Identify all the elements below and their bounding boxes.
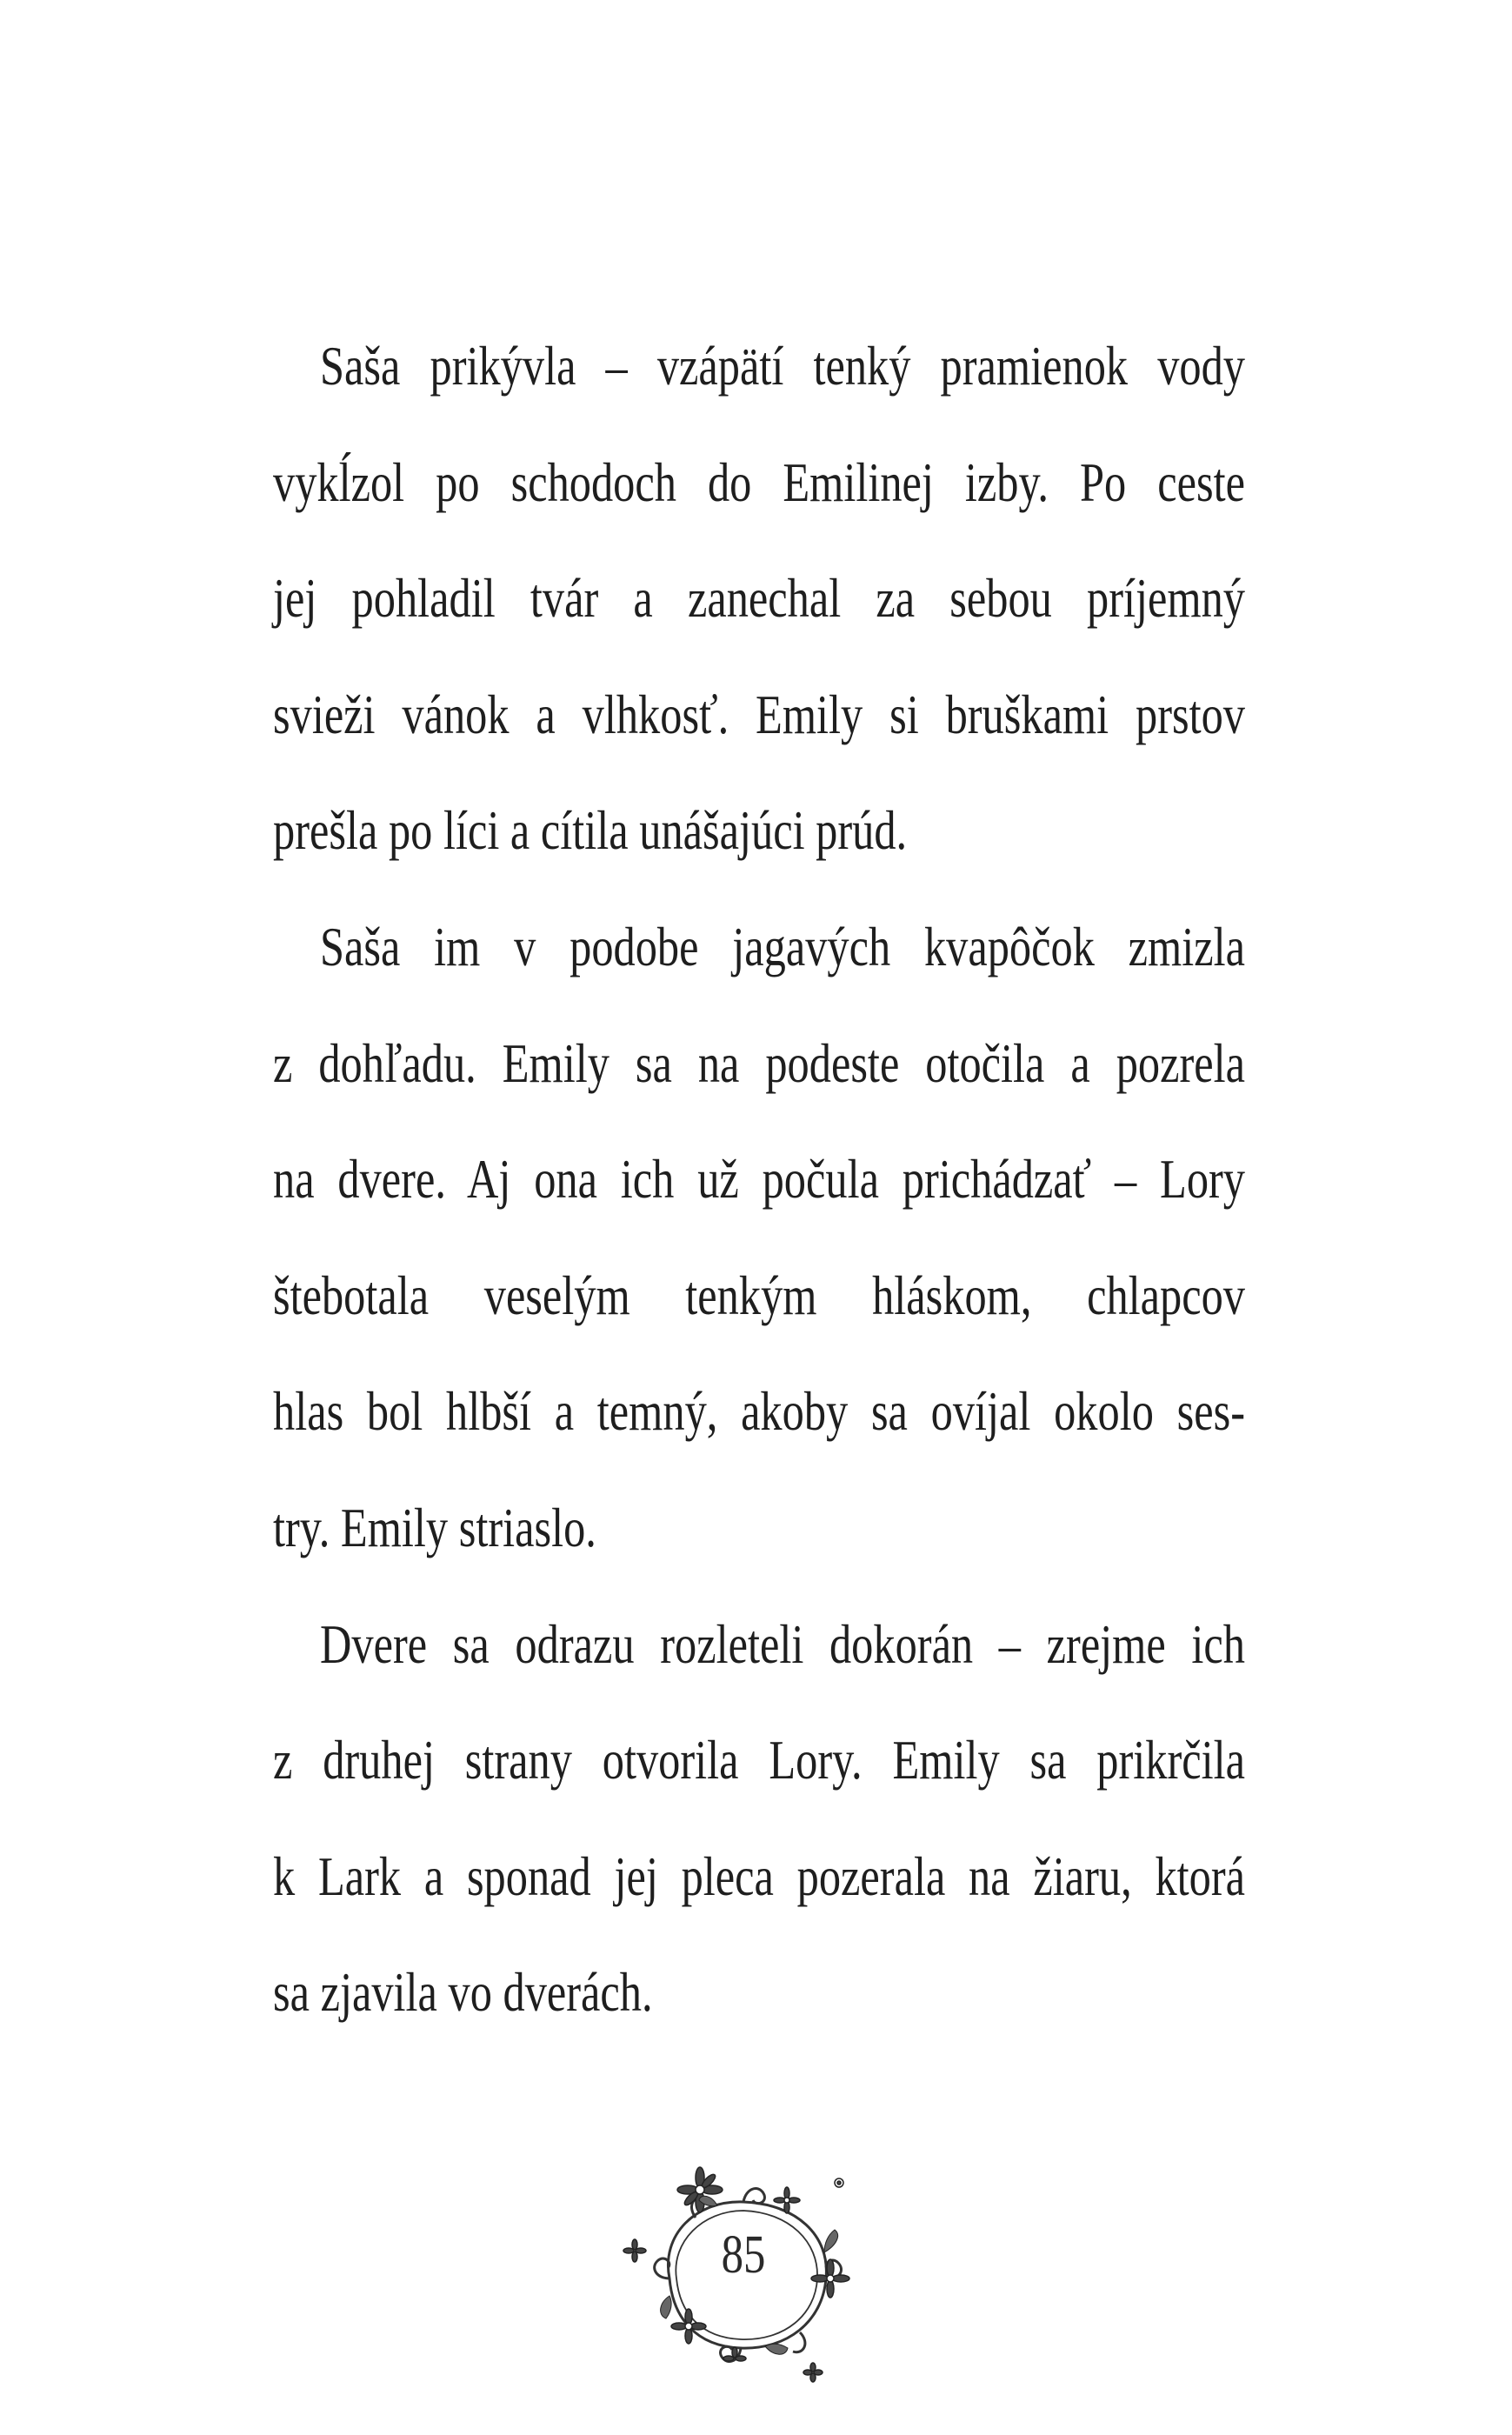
text-line: Dvere sa odrazu rozleteli dokorán – zrejme ich	[320, 1613, 1245, 1675]
text-line: Saša prikývla – vzápätí tenký pramienok vody	[320, 336, 1245, 397]
body-text	[273, 318, 1245, 2061]
text-line: Saša im v podobe jagavých kvapôčok zmizla	[320, 916, 1245, 977]
text-line: try. Emily striaslo.	[273, 1497, 596, 1558]
text-line: hlas bol hlbší a temný, akoby sa ovíjal okolo ses-	[273, 1381, 1245, 1443]
text-line: prešla po líci a cítila unášajúci prúd.	[273, 800, 908, 862]
text-line: na dvere. Aj ona ich už počula prichádzať – Lory	[273, 1149, 1245, 1211]
text-line: svieži vánok a vlhkosť. Emily si bruškami prstov	[273, 684, 1245, 745]
page-number: 85	[721, 2225, 766, 2285]
text-line: k Lark a sponad jej pleca pozerala na žiaru, ktorá	[273, 1845, 1245, 1907]
text-line: jej pohladil tvár a zanechal za sebou príjemný	[273, 568, 1245, 630]
text-line: štebotala veselým tenkým hláskom, chlapcov	[273, 1264, 1245, 1326]
page-number-ornament	[609, 2148, 878, 2383]
text-line: z druhej strany otvorila Lory. Emily sa prikrčila	[273, 1730, 1245, 1791]
text-line: z dohľadu. Emily sa na podeste otočila a pozrela	[273, 1032, 1245, 1094]
text-line: vykĺzol po schodoch do Emilinej izby. Po ceste	[273, 451, 1245, 513]
text-line: sa zjavila vo dverách.	[273, 1962, 653, 2024]
